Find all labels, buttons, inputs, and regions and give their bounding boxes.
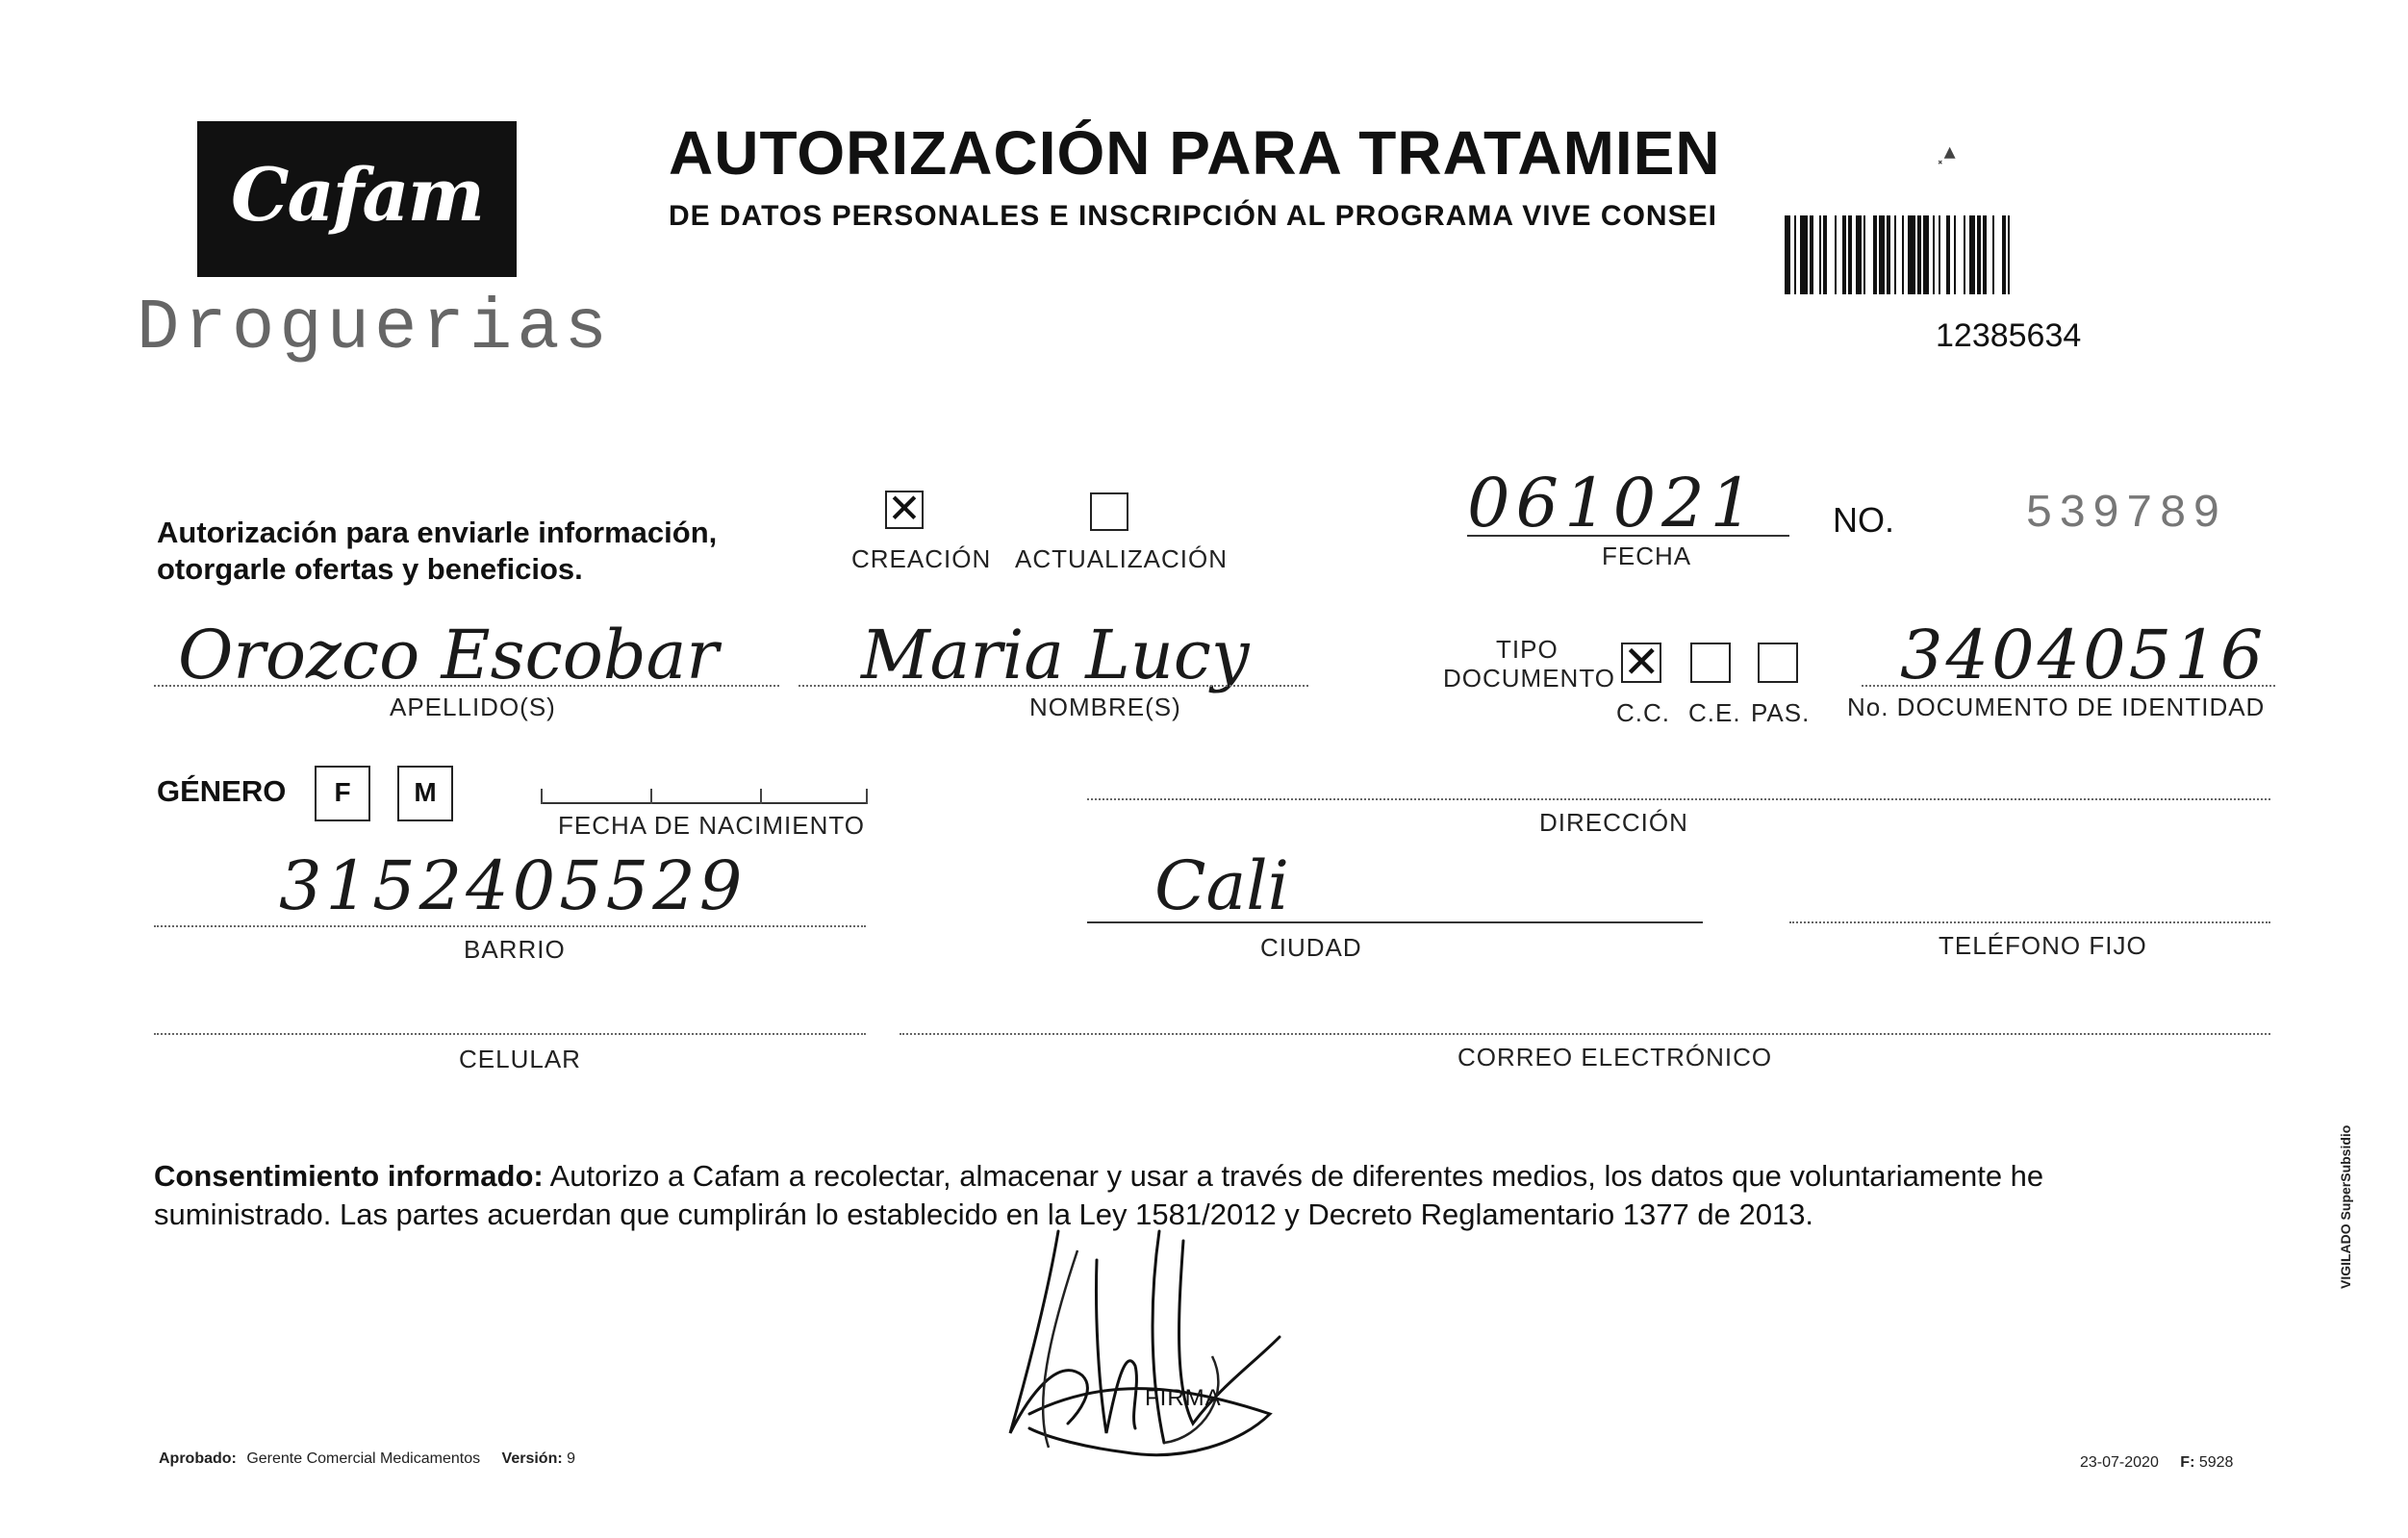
barcode-bar — [1939, 215, 1940, 294]
version-value: 9 — [567, 1450, 576, 1467]
side-text: VIGILADO SuperSubsidio — [2338, 1124, 2353, 1289]
barcode-bar — [1785, 215, 1790, 294]
genero-m-label: M — [414, 777, 437, 807]
barrio-value: 3152405529 — [279, 846, 747, 925]
nombres-label: NOMBRE(S) — [1029, 693, 1181, 721]
footer-left — [159, 1450, 575, 1468]
fecha-value: 061021 — [1467, 464, 1760, 542]
fecha-nacimiento-tick — [650, 789, 652, 804]
intro-line-2: otorgarle ofertas y beneficios. — [157, 552, 583, 586]
genero-f-label: F — [334, 777, 351, 807]
aprobado-value: Gerente Comercial Medicamentos — [246, 1450, 481, 1467]
barcode-bar — [1908, 215, 1915, 294]
ciudad-label: CIUDAD — [1260, 933, 1362, 962]
fecha-nacimiento-tick — [760, 789, 762, 804]
firma-label: FIRMA — [1145, 1385, 1222, 1411]
documento-line — [1862, 685, 2275, 687]
actualizacion-checkbox[interactable] — [1090, 492, 1128, 531]
intro-line-1: Autorización para enviarle información, — [157, 516, 718, 549]
barcode-bar — [1800, 215, 1808, 294]
f-value: 5928 — [2198, 1454, 2234, 1471]
nombres-line — [798, 685, 1308, 687]
celular-label: CELULAR — [459, 1045, 581, 1073]
barcode-bar — [2008, 215, 2010, 294]
barcode-bar — [1969, 215, 1975, 294]
logo-text: Cafam — [230, 152, 484, 238]
page-subtitle: DE DATOS PERSONALES E INSCRIPCIÓN AL PROGRAMA VIVE CONSEI — [669, 200, 1717, 232]
barcode-bar — [1810, 215, 1813, 294]
barrio-line — [154, 925, 866, 927]
barcode-bar — [1946, 215, 1950, 294]
ciudad-line — [1087, 921, 1703, 923]
barcode-bar — [1933, 215, 1935, 294]
creacion-label: CREACIÓN — [851, 544, 992, 573]
consent-text-1: Autorizo a Cafam a recolectar, almacenar y usar a través de diferentes medios, los datos que voluntariamente he — [543, 1159, 2044, 1193]
ce-label: C.E. — [1688, 698, 1741, 727]
fecha-nacimiento-tick — [541, 789, 543, 804]
consent-heading: Consentimiento informado: — [154, 1159, 544, 1193]
pas-checkbox[interactable] — [1758, 643, 1798, 683]
numero-value: 539789 — [2025, 489, 2226, 541]
genero-m-box[interactable] — [397, 766, 453, 821]
tipo-label: TIPO — [1496, 635, 1559, 664]
barcode-bar — [1992, 215, 1994, 294]
pas-label: PAS. — [1751, 698, 1811, 727]
telefono-line — [1789, 921, 2270, 923]
telefono-label: TELÉFONO FIJO — [1939, 931, 2147, 960]
cc-checkbox[interactable]: ✕ — [1623, 637, 1660, 687]
genero-label: GÉNERO — [157, 774, 287, 808]
barrio-label: BARRIO — [464, 935, 566, 964]
footer-right — [2080, 1454, 2233, 1472]
apellidos-value: Orozco Escobar — [178, 616, 719, 694]
scan-mark: ⸼▴ — [1939, 139, 1956, 164]
barcode-number: 12385634 — [1936, 317, 2082, 354]
actualizacion-label: ACTUALIZACIÓN — [1015, 544, 1229, 573]
barcode-bar — [1856, 215, 1862, 294]
correo-line — [900, 1033, 2270, 1035]
barcode-bar — [1842, 215, 1846, 294]
barcode-bar — [1848, 215, 1852, 294]
ciudad-value: Cali — [1154, 846, 1290, 925]
barcode-bar — [1977, 215, 1981, 294]
nombres-value: Maria Lucy — [861, 616, 1250, 694]
genero-f-box[interactable] — [315, 766, 370, 821]
apellidos-label: APELLIDO(S) — [390, 693, 556, 721]
barcode-bar — [1823, 215, 1827, 294]
signature — [991, 1222, 1299, 1472]
footer-date: 23-07-2020 — [2080, 1454, 2159, 1471]
barcode-bar — [2002, 215, 2006, 294]
barcode-bar — [1954, 215, 1956, 294]
barcode-bar — [1983, 215, 1987, 294]
fecha-underline — [1467, 535, 1789, 537]
page-title: AUTORIZACIÓN PARA TRATAMIEN — [669, 118, 1721, 188]
direccion-label: DIRECCIÓN — [1539, 808, 1688, 837]
barcode-bar — [1863, 215, 1865, 294]
ce-checkbox[interactable] — [1690, 643, 1731, 683]
correo-label: CORREO ELECTRÓNICO — [1457, 1043, 1773, 1072]
documento-label: DOCUMENTO — [1443, 664, 1615, 693]
barcode-bar — [1873, 215, 1877, 294]
barcode-bar — [1923, 215, 1929, 294]
barcode-bar — [1964, 215, 1965, 294]
logo-subtitle: Droguerias — [137, 289, 613, 369]
fecha-nacimiento-label: FECHA DE NACIMIENTO — [558, 811, 866, 840]
fecha-label: FECHA — [1602, 542, 1692, 570]
celular-line — [154, 1033, 866, 1035]
fecha-nacimiento-tick — [866, 789, 868, 804]
barcode-bar — [1879, 215, 1885, 294]
consent-text-2: suministrado. Las partes acuerdan que cumplirán lo establecido en la Ley 1581/2012 y Decreto Reglamentario 1377 de 2013. — [154, 1198, 1814, 1231]
documento-numero-label: No. DOCUMENTO DE IDENTIDAD — [1847, 693, 2266, 721]
f-label: F: — [2180, 1454, 2195, 1471]
numero-label: NO. — [1833, 500, 1895, 540]
cafam-logo — [197, 121, 517, 277]
cc-label: C.C. — [1616, 698, 1670, 727]
apellidos-line — [154, 685, 779, 687]
barcode-bar — [1819, 215, 1821, 294]
documento-numero-value: 34040516 — [1900, 616, 2267, 694]
barcode-bar — [1794, 215, 1796, 294]
barcode — [1785, 215, 2169, 294]
barcode-bar — [1887, 215, 1890, 294]
barcode-bar — [1894, 215, 1896, 294]
barcode-bar — [1902, 215, 1904, 294]
side-vigilado-text — [2338, 1097, 2353, 1289]
version-label: Versión: — [501, 1450, 563, 1467]
fecha-nacimiento-line — [541, 802, 868, 804]
barcode-bar — [1835, 215, 1837, 294]
barcode-bar — [1917, 215, 1921, 294]
aprobado-label: Aprobado: — [159, 1450, 237, 1467]
direccion-line — [1087, 798, 2270, 800]
creacion-checkbox[interactable]: ✕ — [885, 491, 924, 529]
